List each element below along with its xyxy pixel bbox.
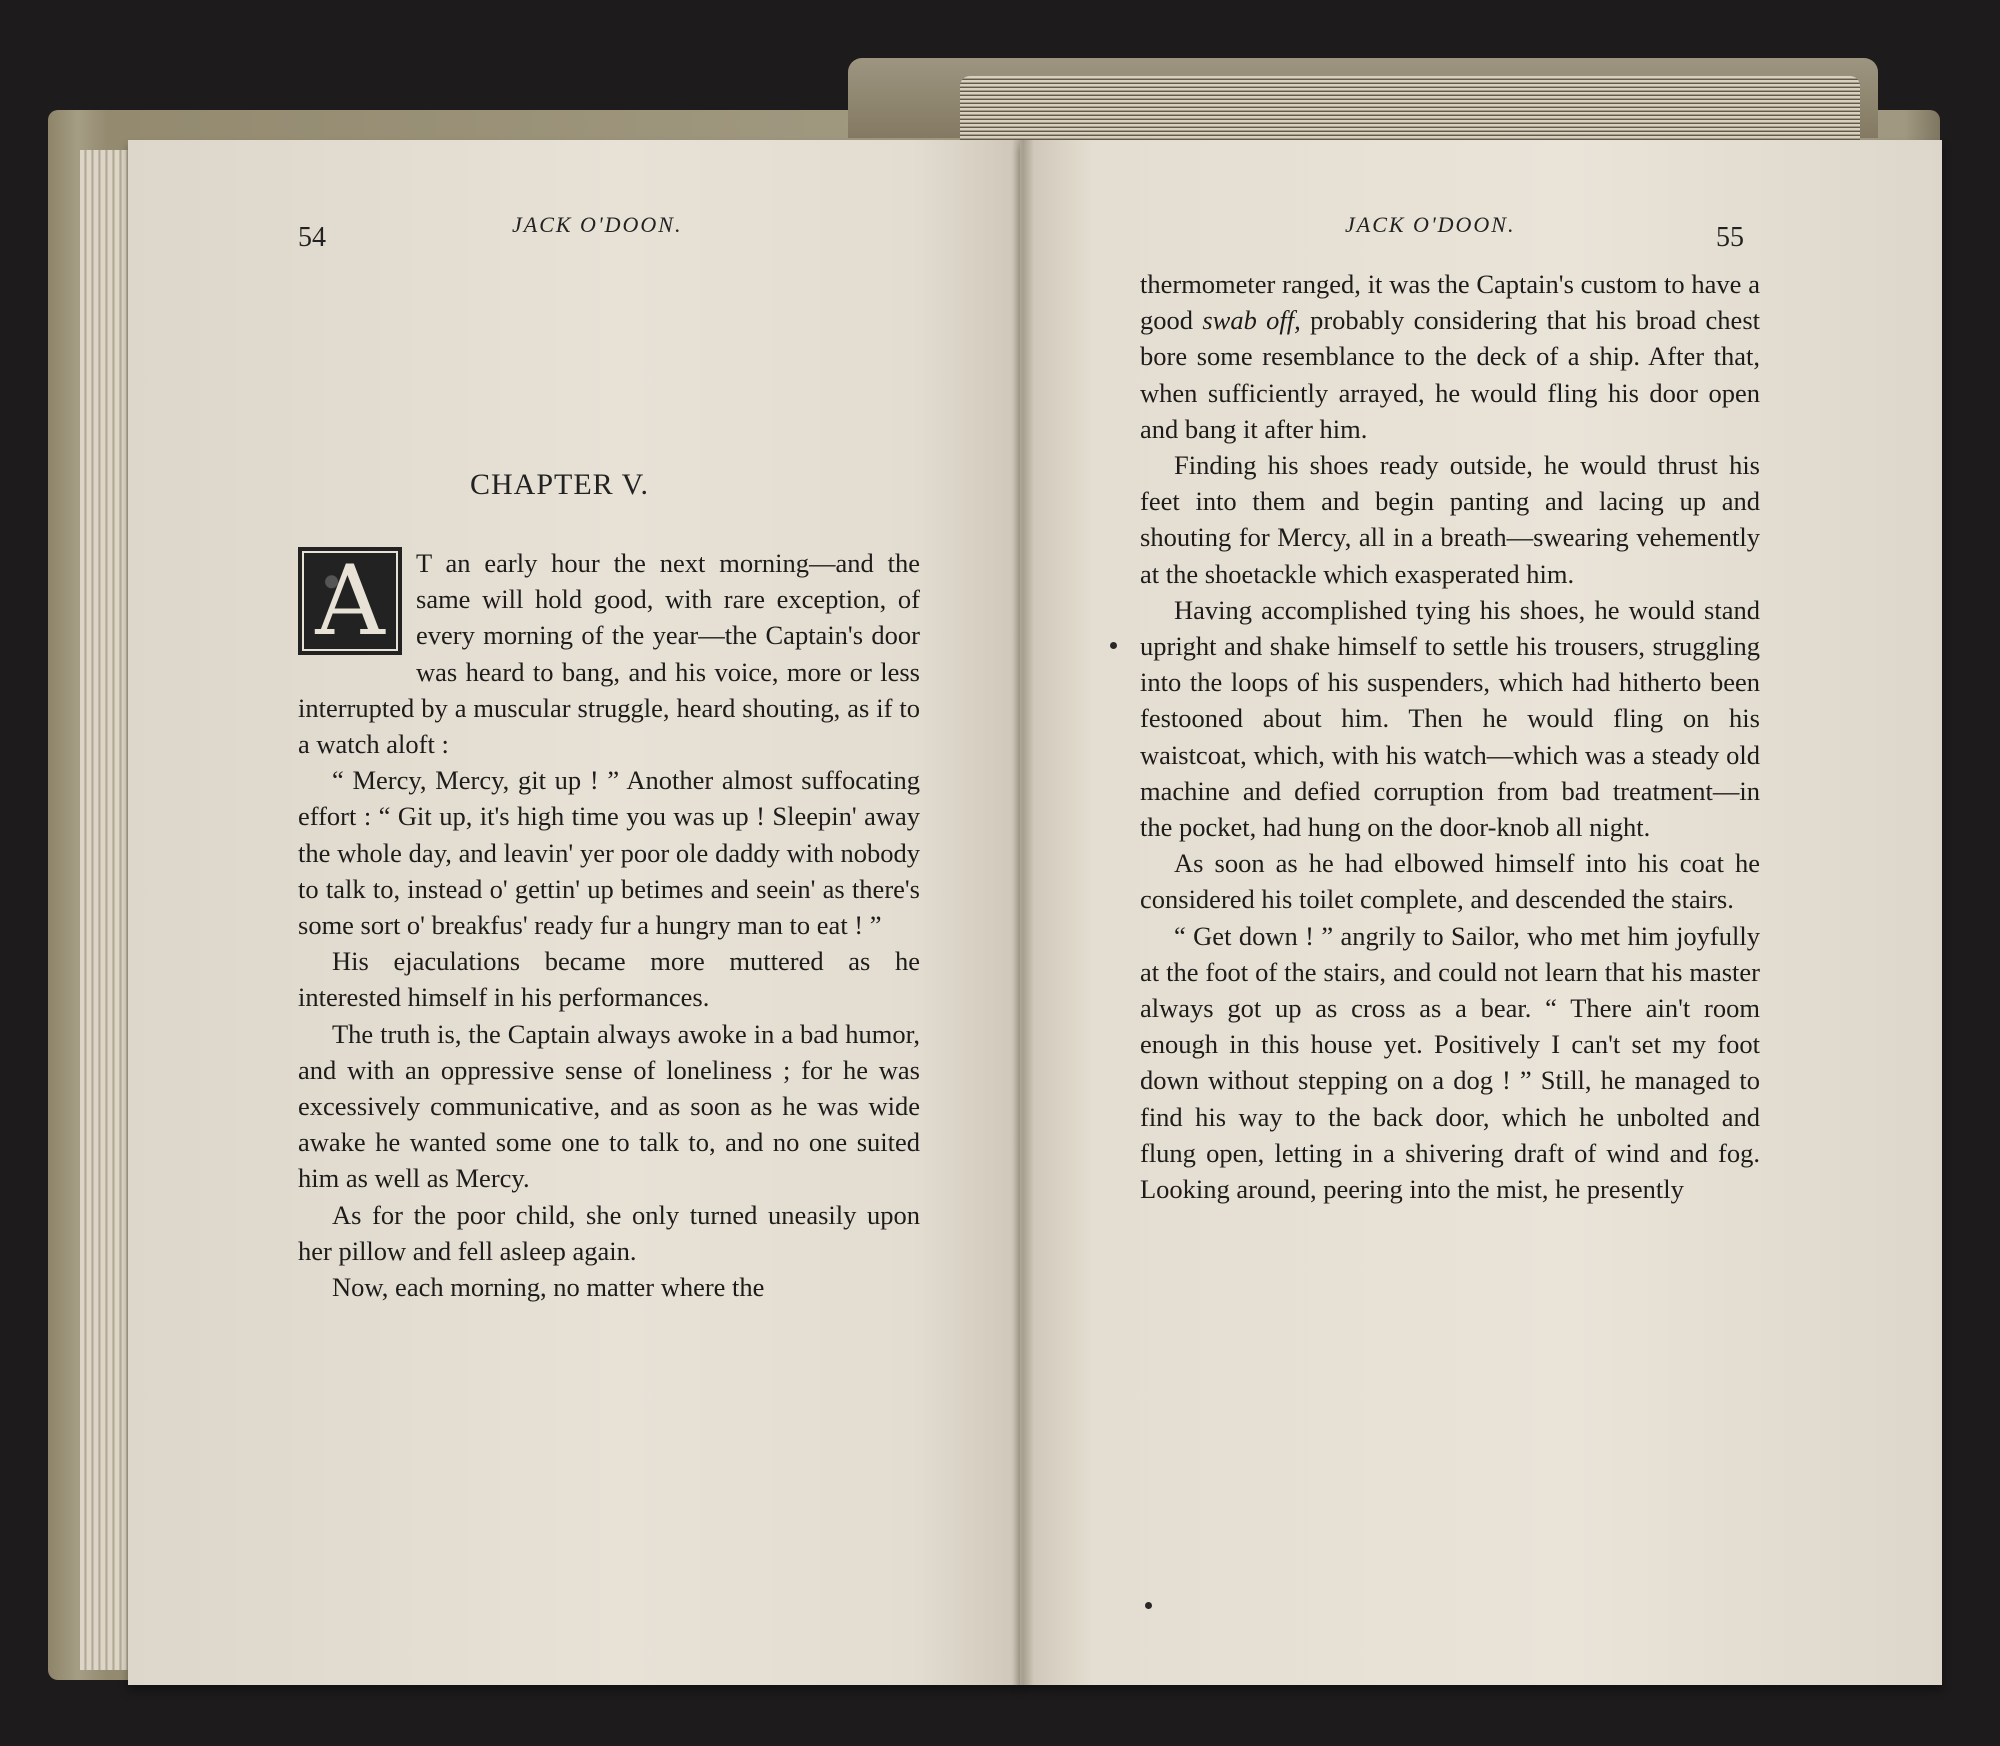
margin-mark: [1145, 1602, 1152, 1609]
left-folio: 54: [298, 222, 326, 253]
margin-mark: [1110, 642, 1117, 649]
left-running-head: JACK O'DOON.: [512, 212, 683, 237]
paragraph: “ Get down ! ” angrily to Sailor, who met him joyfully at the foot of the stairs, and could not learn that his master always got up as cross as a bear. “ There ain't room enough in this house yet. Positively I can't set my foot down without stepping on a dog ! ” Still, he managed to find his way to the back door, which he unbolted and flung open, letting in a shivering draft of wind and fog. Looking around, peering into the mist, he presently: [1140, 920, 1760, 1205]
paragraph: Having accomplished tying his shoes, he would stand upright and shake himself to settle his trousers, struggling into the loops of his suspenders, which had hitherto been festooned about him. Then he would fling on his waistcoat, which, with his watch—which was a steady old machine and defied corruption from bad treatment—in the pocket, had hung on the door-knob all night.: [1140, 594, 1760, 843]
right-body-text: [1140, 266, 1760, 1207]
left-body-text: [298, 545, 920, 1305]
paragraph: thermometer ranged, it was the Captain's custom to have a good swab off, probably considering that his broad chest bore some resemblance to the deck of a ship. After that, when sufficiently arrayed, he would fling his door open and bang it after him.: [1140, 269, 1760, 444]
paragraph: His ejaculations became more muttered as he interested himself in his performances.: [298, 946, 920, 1013]
paragraph: Now, each morning, no matter where the: [332, 1272, 765, 1303]
paragraph: As for the poor child, she only turned uneasily upon her pillow and fell asleep again.: [298, 1199, 920, 1266]
paragraph: “ Mercy, Mercy, git up ! ” Another almost suffocating effort : “ Git up, it's high time you was up ! Sleepin' away the whole day, and leavin' yer poor ole daddy with nobody to talk to, instead o' gettin' up betimes and seein' as there's some sort o' breakfus' ready fur a hungry man to eat ! ”: [298, 765, 920, 941]
right-running-head: JACK O'DOON.: [1345, 212, 1516, 237]
italic-phrase: swab off,: [1202, 305, 1301, 336]
right-folio: 55: [1716, 222, 1744, 253]
paragraph: Finding his shoes ready outside, he would thrust his feet into them and begin panting and lacing up and shouting for Mercy, all in a breath—swearing vehemently at the shoetackle which exasperated him.: [1140, 450, 1760, 589]
chapter-title: CHAPTER V.: [470, 468, 649, 501]
paragraph: T an early hour the next morning—and the same will hold good, with rare exception, of every morning of the year—the Captain's door was heard to bang, and his voice, more or less interrupted by a muscular struggle, heard shouting, as if to a watch aloft :: [298, 548, 920, 760]
drop-cap: A: [298, 547, 402, 655]
page-edges-left: [80, 150, 128, 1670]
paragraph: As soon as he had elbowed himself into his coat he considered his toilet complete, and descended the stairs.: [1140, 848, 1760, 915]
paragraph: The truth is, the Captain always awoke in a bad humor, and with an oppressive sense of loneliness ; for he was excessively communicative, and as soon as he was wide awake he wanted some one to talk to, and no one suited him as well as Mercy.: [298, 1018, 920, 1194]
gutter: [1012, 140, 1034, 1685]
